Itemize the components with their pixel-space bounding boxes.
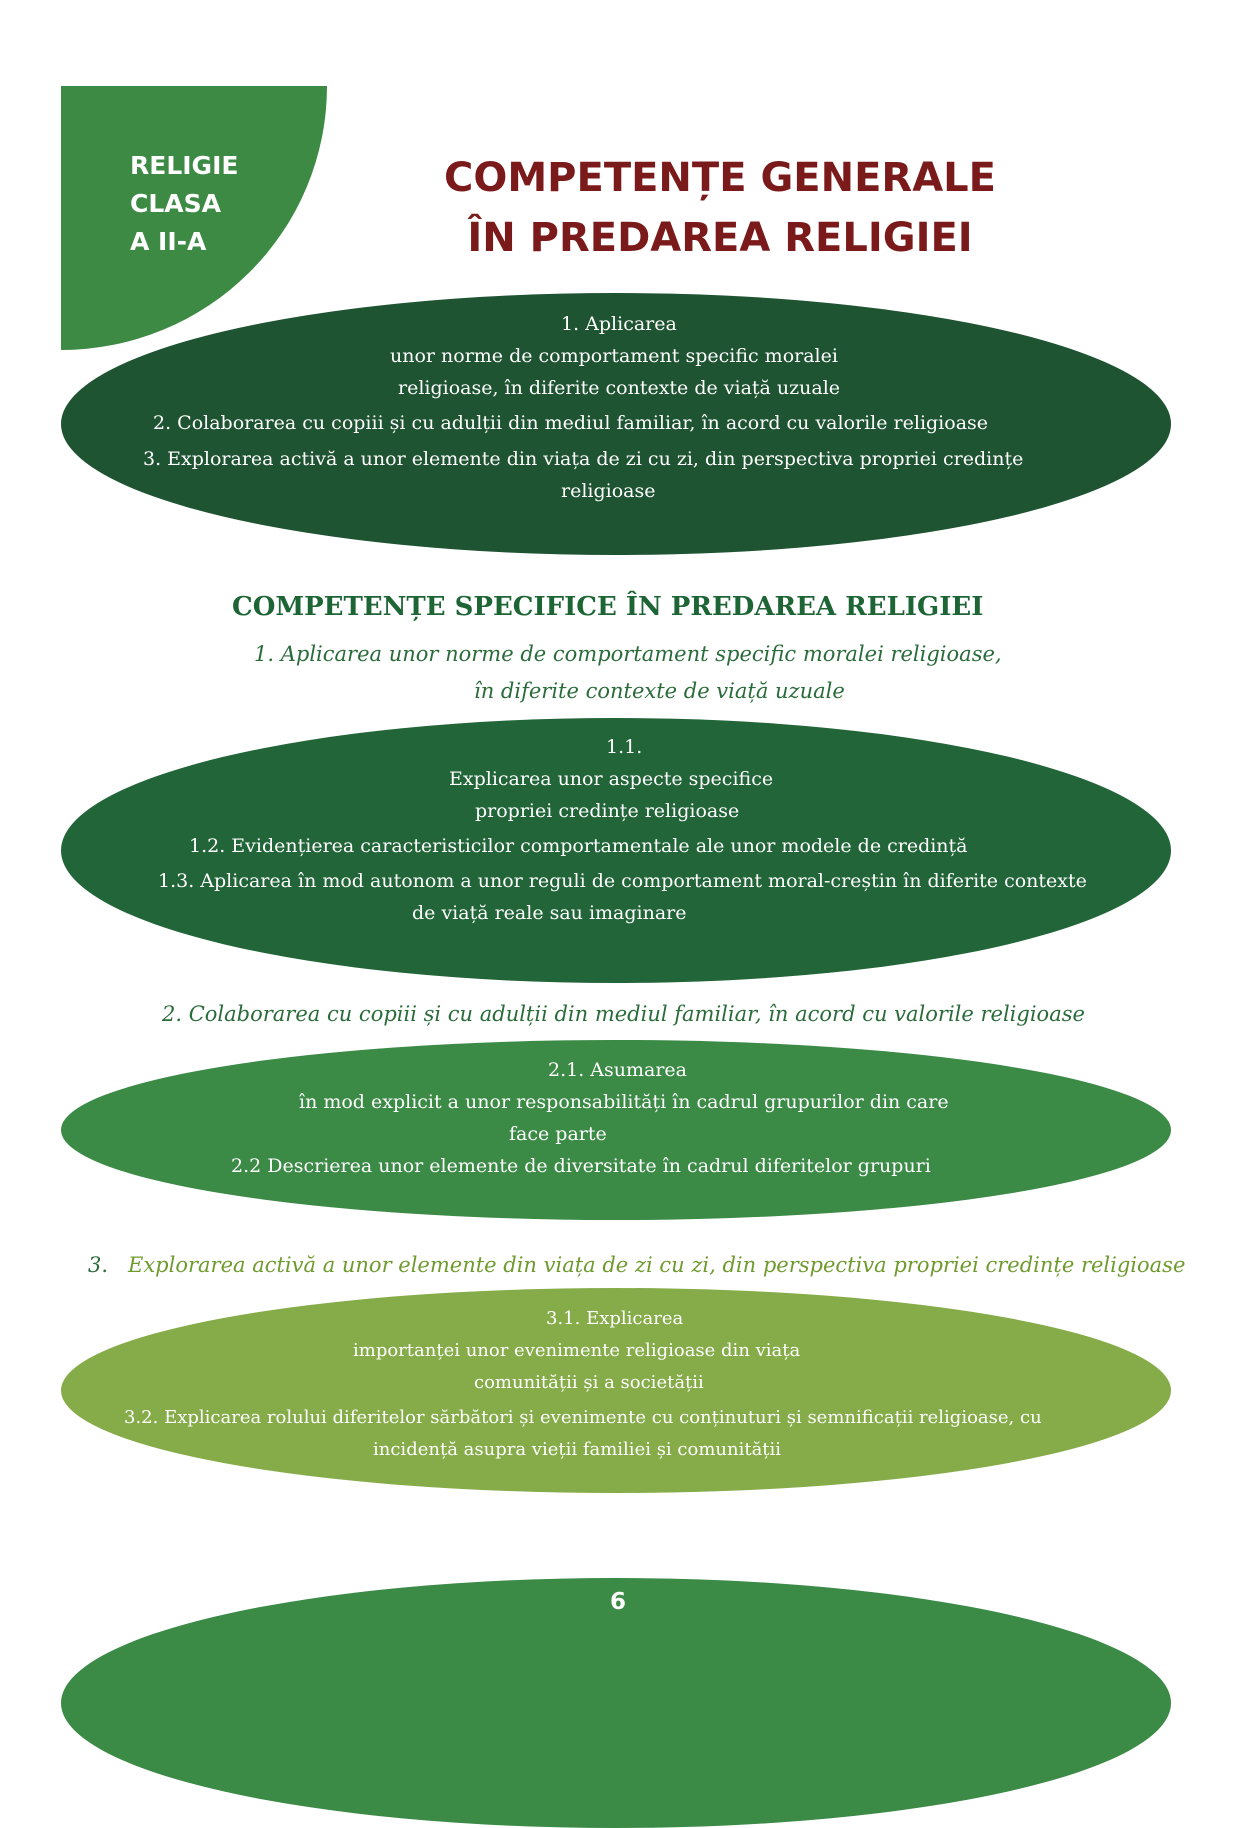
competence-line: 3.1. Explicarea <box>546 1308 684 1329</box>
competence-line: 1. Aplicarea <box>561 313 677 335</box>
badge-line: RELIGIE <box>130 151 239 180</box>
competence-line: 2.2 Descrierea unor elemente de diversitate în cadrul diferitelor grupuri <box>231 1155 931 1177</box>
group2-heading: 2. Colaborarea cu copiii și cu adulții din mediul familiar, în acord cu valorile religioase <box>162 1002 1085 1026</box>
competence-line: Explicarea unor aspecte specifice <box>449 768 774 790</box>
competence-line: de viață reale sau imaginare <box>412 902 687 924</box>
competence-line: 2.1. Asumarea <box>548 1059 688 1081</box>
competence-line: 1.1. <box>606 736 643 758</box>
competence-line: propriei credințe religioase <box>475 800 740 822</box>
page-title <box>420 148 1020 268</box>
footer-oval <box>61 1578 1171 1828</box>
group3-number: 3. <box>88 1253 109 1277</box>
competence-line: unor norme de comportament specific moralei <box>390 345 838 367</box>
badge-line: CLASA <box>130 189 221 218</box>
group1-heading-line: în diferite contexte de viață uzuale <box>474 679 845 703</box>
competence-line: 2. Colaborarea cu copiii și cu adulții din mediul familiar, în acord cu valorile religioase <box>153 412 989 434</box>
page-title-line: ÎN PREDAREA RELIGIEI <box>467 215 973 261</box>
specific-competences-title: COMPETENȚE SPECIFICE ÎN PREDAREA RELIGIEI <box>232 592 984 622</box>
competence-line: în mod explicit a unor responsabilități în cadrul grupurilor din care <box>299 1091 949 1113</box>
competence-line: importanței unor evenimente religioase din viața <box>353 1340 801 1361</box>
competence-line: religioase <box>561 480 656 502</box>
competence-line: comunității și a societății <box>474 1372 704 1393</box>
group1-heading-line: 1. Aplicarea unor norme de comportament specific moralei religioase, <box>254 642 1002 666</box>
competence-line: 3. Explorarea activă a unor elemente din viața de zi cu zi, din perspectiva propriei credințe <box>143 448 1024 470</box>
competence-line: 1.2. Evidențierea caracteristicilor comportamentale ale unor modele de credință <box>189 835 968 857</box>
badge-line: A II-A <box>130 227 207 256</box>
competence-line: 3.2. Explicarea rolului diferitelor sărbători și evenimente cu conținuturi și semnificații religioase, cu <box>124 1407 1042 1428</box>
competence-line: face parte <box>509 1123 607 1145</box>
subject-badge-text <box>130 147 238 261</box>
competence-line: 1.3. Aplicarea în mod autonom a unor reguli de comportament moral-creștin în diferite contexte <box>158 870 1087 892</box>
competence-line: incidență asupra vieții familiei și comunității <box>373 1439 782 1460</box>
group3-oval <box>61 1288 1171 1493</box>
group2-oval <box>61 1040 1171 1220</box>
group3-heading: Explorarea activă a unor elemente din viața de zi cu zi, din perspectiva propriei credințe religioase <box>128 1253 1186 1277</box>
competence-line: religioase, în diferite contexte de viață uzuale <box>398 377 841 399</box>
general-competences-oval <box>61 293 1171 555</box>
page-title-line: COMPETENȚE GENERALE <box>444 155 996 201</box>
page-number: 6 <box>609 1589 626 1615</box>
group1-oval <box>61 718 1171 983</box>
